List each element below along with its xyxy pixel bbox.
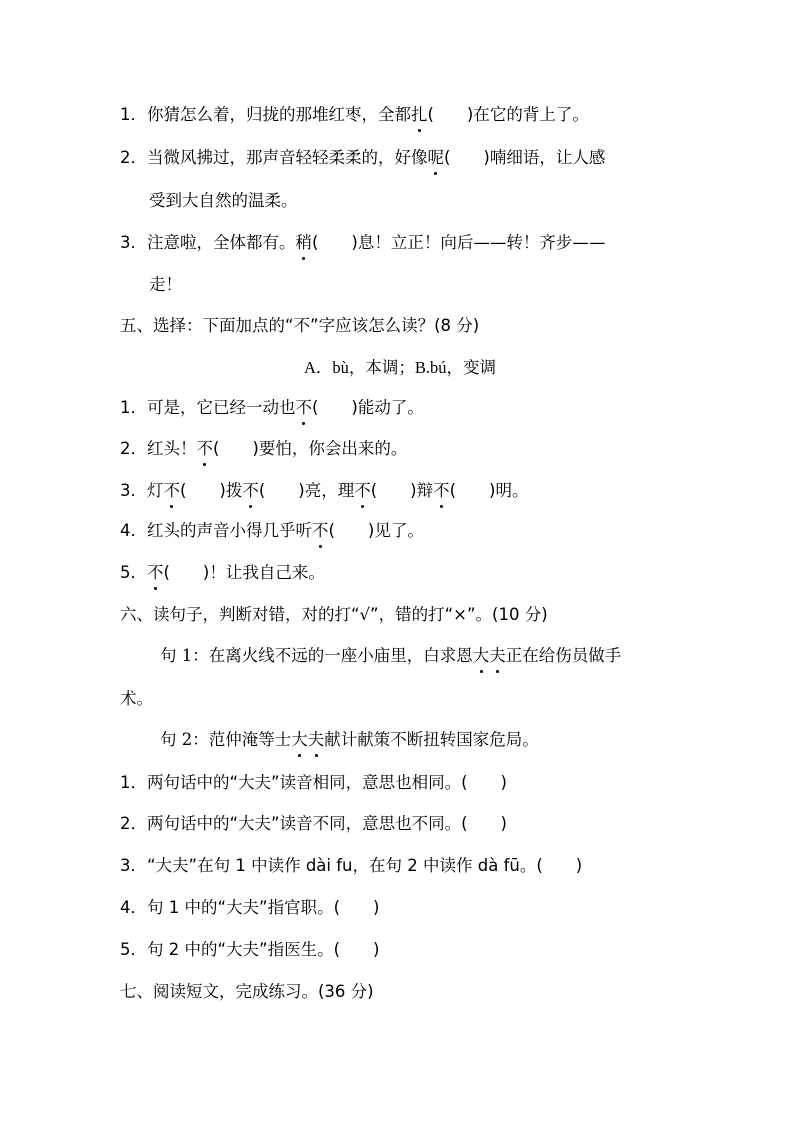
sec5-q3: 3．灯不( )拨不( )亮，理不( )辩不( )明。: [120, 481, 529, 500]
dotted-char: 不: [147, 563, 164, 582]
sec5-options: A．bù，本调；B.bú，变调: [304, 358, 497, 377]
sec4-q1: 1．你猜怎么着，归拢的那堆红枣，全都扎( )在它的背上了。: [120, 105, 589, 124]
sec4-q3-cont: 走！: [149, 275, 182, 294]
sec4-q2: 2．当微风拂过，那声音轻轻柔柔的，好像呢( )喃细语，让人感: [120, 148, 606, 167]
sec6-q4: 4．句 1 中的“大夫”指官职。( ): [120, 898, 380, 917]
sec7-heading: 七、阅读短文，完成练习。(36 分): [120, 982, 374, 1001]
dotted-char: 不: [433, 481, 450, 500]
dotted-char: 不: [354, 481, 371, 500]
sec5-q5: 5．不( )！让我自己来。: [120, 563, 325, 582]
sec6-q1: 1．两句话中的“大夫”读音相同，意思也相同。( ): [120, 773, 507, 792]
sec5-heading: 五、选择：下面加点的“不”字应该怎么读？(8 分): [120, 316, 480, 335]
sec4-q2-cont: 受到大自然的温柔。: [149, 191, 298, 210]
dotted-char: 夫: [489, 646, 506, 665]
dotted-char: 不: [312, 521, 329, 540]
dotted-char: 不: [163, 481, 180, 500]
sec6-sentence-1-cont: 术。: [120, 689, 153, 708]
sec4-q3: 3．注意啦，全体都有。稍( )息！立正！向后——转！齐步——: [120, 233, 606, 252]
dotted-char: 稍: [295, 233, 312, 252]
sec5-q1: 1．可是，它已经一动也不( )能动了。: [120, 398, 424, 417]
sec5-q4: 4．红头的声音小得几乎听不( )见了。: [120, 521, 424, 540]
dotted-char: 大: [472, 646, 490, 665]
dotted-char: 大: [291, 730, 308, 749]
sec6-q5: 5．句 2 中的“大夫”指医生。( ): [120, 940, 380, 959]
dotted-char: 夫: [307, 730, 325, 749]
sec6-q3: 3．“大夫”在句 1 中读作 dài fu，在句 2 中读作 dà fū。( ): [120, 856, 583, 875]
sec5-q2: 2．红头！不( )要怕，你会出来的。: [120, 439, 408, 458]
sec6-q2: 2．两句话中的“大夫”读音不同，意思也不同。( ): [120, 814, 507, 833]
sec6-sentence-2: 句 2：范仲淹等士大夫献计献策不断扭转国家危局。: [160, 730, 539, 749]
sec6-heading: 六、读句子，判断对错，对的打“√”，错的打“×”。(10 分): [120, 605, 548, 624]
dotted-char: 不: [196, 439, 213, 458]
dotted-char: 不: [242, 481, 259, 500]
sec6-sentence-1: 句 1：在离火线不远的一座小庙里，白求恩大夫正在给伤员做手: [160, 646, 622, 665]
dotted-char: 呢: [427, 148, 444, 167]
dotted-char: 扎: [411, 105, 428, 124]
dotted-char: 不: [295, 398, 312, 417]
